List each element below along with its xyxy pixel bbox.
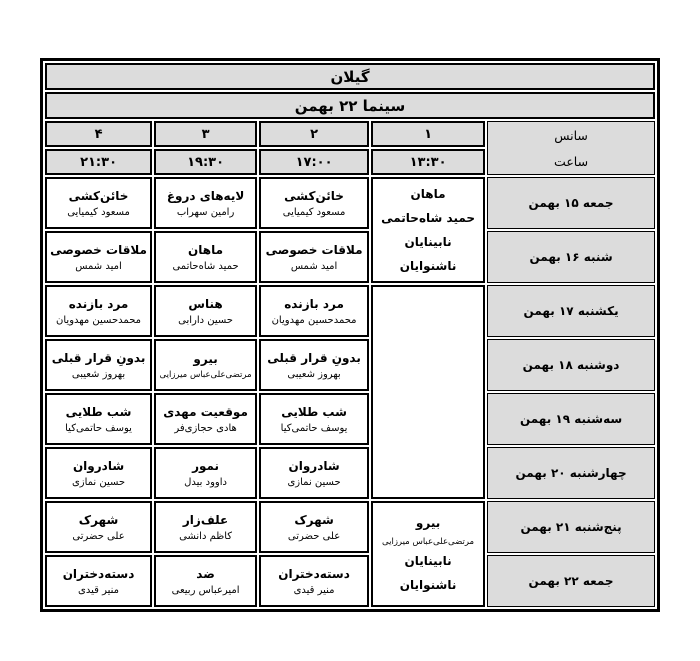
film-cell bbox=[259, 231, 369, 283]
day-cell: جمعه ۱۵ بهمن bbox=[487, 177, 655, 229]
film-title: ضد bbox=[196, 566, 215, 581]
cinema-title: سینما ۲۲ بهمن bbox=[45, 92, 655, 119]
film-director: محمدحسین مهدویان bbox=[271, 314, 357, 326]
film-cell bbox=[45, 285, 152, 337]
film-cell bbox=[259, 447, 369, 499]
film-title: بیرو bbox=[415, 515, 441, 530]
schedule-row bbox=[45, 393, 655, 445]
film-director: مسعود کیمیایی bbox=[67, 206, 130, 218]
film-title: نمور bbox=[192, 458, 220, 473]
time-session-3: ۱۹:۳۰ bbox=[154, 149, 257, 175]
session-3-header: ۳ bbox=[154, 121, 257, 147]
film-title: هناس bbox=[188, 296, 223, 311]
film-title: ملاقات خصوصی bbox=[50, 242, 147, 257]
film-title: شادروان bbox=[72, 458, 125, 473]
film-title: لایه‌های دروغ bbox=[166, 188, 245, 203]
film-director: داوود بیدل bbox=[184, 476, 227, 488]
schedule-row bbox=[45, 555, 655, 607]
film-title: دسته‌دختران bbox=[62, 566, 135, 581]
film-cell bbox=[259, 339, 369, 391]
film-cell bbox=[259, 501, 369, 553]
time-session-1: ۱۳:۳۰ bbox=[371, 149, 485, 175]
film-director: مرتضی‌علی‌عباس میرزایی bbox=[159, 370, 252, 381]
film-cell bbox=[154, 339, 257, 391]
film-title: مرد بازنده bbox=[68, 296, 129, 311]
film-cell bbox=[154, 285, 257, 337]
film-cell bbox=[259, 393, 369, 445]
film-cell bbox=[154, 231, 257, 283]
film-director: حسین نمازی bbox=[287, 476, 341, 488]
film-cell bbox=[45, 393, 152, 445]
film-director: امید شمس bbox=[75, 260, 122, 272]
film-cell bbox=[259, 177, 369, 229]
film-director: علی حضرتی bbox=[72, 530, 125, 542]
film-title: بدونِ قرار قبلی bbox=[267, 350, 361, 365]
film-title: شهرک bbox=[78, 512, 119, 527]
film-cell bbox=[45, 339, 152, 391]
film-title: شادروان bbox=[288, 458, 340, 473]
day-cell: پنج‌شنبه ۲۱ بهمن bbox=[487, 501, 655, 553]
screening-note-blind: نابینایان bbox=[404, 235, 452, 249]
film-title: بیرو bbox=[193, 351, 218, 366]
film-cell bbox=[154, 393, 257, 445]
film-title: بدونِ قرار قبلی bbox=[51, 350, 146, 365]
film-cell bbox=[259, 285, 369, 337]
screening-note-deaf: ناشنوایان bbox=[399, 259, 457, 273]
film-director: مرتضی‌علی‌عباس میرزایی bbox=[382, 536, 475, 547]
film-director: منیر قیدی bbox=[293, 584, 335, 596]
film-cell-accessible-block-1 bbox=[371, 177, 485, 283]
film-cell bbox=[45, 501, 152, 553]
film-title: خائن‌کشی bbox=[68, 188, 129, 203]
time-label: ساعت bbox=[554, 153, 589, 169]
film-title: موقعیت مهدی bbox=[163, 404, 248, 419]
film-title: ملاقات خصوصی bbox=[265, 242, 363, 257]
session-1-header: ۱ bbox=[371, 121, 485, 147]
schedule-row bbox=[45, 501, 655, 553]
screening-note-deaf: ناشنوایان bbox=[399, 578, 457, 593]
empty-session-cell bbox=[371, 285, 485, 499]
film-title: خائن‌کشی bbox=[284, 188, 344, 203]
session-label: سانس bbox=[554, 127, 588, 143]
day-cell: دوشنبه ۱۸ بهمن bbox=[487, 339, 655, 391]
film-title: دسته‌دختران bbox=[278, 566, 350, 581]
day-cell: جمعه ۲۲ بهمن bbox=[487, 555, 655, 607]
day-cell: شنبه ۱۶ بهمن bbox=[487, 231, 655, 283]
film-cell bbox=[45, 231, 152, 283]
film-cell bbox=[45, 447, 152, 499]
film-cell bbox=[154, 177, 257, 229]
film-cell bbox=[154, 501, 257, 553]
film-cell bbox=[45, 177, 152, 229]
film-cell bbox=[154, 447, 257, 499]
film-director: امید شمس bbox=[290, 260, 338, 272]
film-director: مسعود کیمیایی bbox=[282, 206, 346, 218]
session-time-labels bbox=[488, 122, 654, 174]
film-director: بهروز شعیبی bbox=[287, 368, 341, 380]
film-director: بهروز شعیبی bbox=[71, 368, 126, 380]
cinema-schedule-table bbox=[40, 58, 660, 612]
time-session-2: ۱۷:۰۰ bbox=[259, 149, 369, 175]
film-director: حمید شاه‌حاتمی bbox=[172, 260, 239, 272]
session-time-header-cell bbox=[487, 121, 655, 175]
film-director: رامین سهراب bbox=[176, 206, 235, 218]
schedule-row bbox=[45, 285, 655, 337]
film-title: شب طلایی bbox=[65, 404, 132, 419]
time-session-4: ۲۱:۳۰ bbox=[45, 149, 152, 175]
day-cell: سه‌شنبه ۱۹ بهمن bbox=[487, 393, 655, 445]
film-director: حمید شاه‌حاتمی bbox=[381, 211, 476, 225]
film-title: علف‌زار bbox=[182, 512, 229, 527]
film-director: منیر قیدی bbox=[78, 584, 120, 596]
schedule-row bbox=[45, 339, 655, 391]
schedule-row bbox=[45, 231, 655, 283]
film-title: شب طلایی bbox=[281, 404, 347, 419]
session-2-header: ۲ bbox=[259, 121, 369, 147]
film-director: کاظم دانشی bbox=[179, 530, 232, 542]
film-cell bbox=[259, 555, 369, 607]
session-4-header: ۴ bbox=[45, 121, 152, 147]
day-cell: چهارشنبه ۲۰ بهمن bbox=[487, 447, 655, 499]
sessions-header-row bbox=[45, 121, 655, 147]
film-cell bbox=[45, 555, 152, 607]
film-director: محمدحسین مهدویان bbox=[56, 314, 142, 326]
schedule-row bbox=[45, 447, 655, 499]
film-director: یوسف حاتمی‌کیا bbox=[280, 422, 348, 434]
film-title: ماهان bbox=[410, 187, 446, 201]
screening-note-blind: نابینایان bbox=[404, 554, 452, 569]
film-cell-accessible-block-2 bbox=[371, 501, 485, 607]
film-director: هادی حجازی‌فر bbox=[174, 422, 237, 434]
province-title: گیلان bbox=[45, 63, 655, 90]
film-director: حسین دارابی bbox=[178, 314, 233, 326]
film-title: ماهان bbox=[188, 242, 224, 257]
film-director: علی حضرتی bbox=[287, 530, 341, 542]
film-director: یوسف حاتمی‌کیا bbox=[65, 422, 132, 434]
film-director: امیرعباس ربیعی bbox=[171, 584, 240, 596]
film-title: شهرک bbox=[294, 512, 334, 527]
film-title: مرد بازنده bbox=[284, 296, 344, 311]
province-title-row bbox=[45, 63, 655, 90]
cinema-title-row bbox=[45, 92, 655, 119]
schedule-row bbox=[45, 177, 655, 229]
film-cell bbox=[154, 555, 257, 607]
film-director: حسین نمازی bbox=[71, 476, 126, 488]
day-cell: یکشنبه ۱۷ بهمن bbox=[487, 285, 655, 337]
